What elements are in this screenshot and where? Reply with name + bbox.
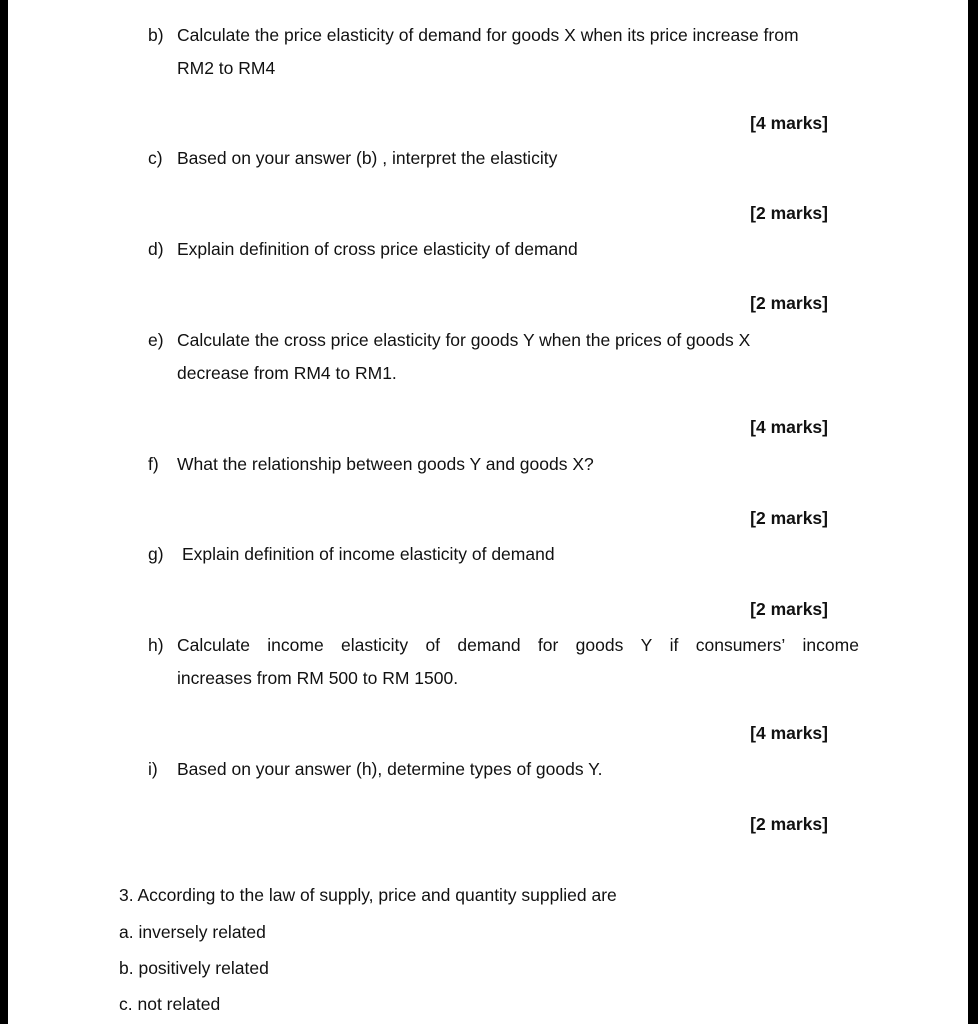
question-d-text: Explain definition of cross price elasticity of demand [177,239,578,259]
question-h-word: Y [640,635,653,655]
question-b-letter: b) [148,25,164,45]
question-g-marks: [2 marks] [750,599,828,619]
question-d-letter: d) [148,239,164,259]
question-c-letter: c) [148,148,163,168]
question-e-marks: [4 marks] [750,417,828,437]
question-h-word: of [425,635,441,655]
question-b-text: Calculate the price elasticity of demand for goods X when its price increase from [177,25,799,45]
question-e-text: Calculate the cross price elasticity for goods Y when the prices of goods X [177,330,751,350]
question-f-letter: f) [148,454,159,474]
question-f-text: What the relationship between goods Y and goods X? [177,454,594,474]
question-c-text: Based on your answer (b) , interpret the elasticity [177,148,558,168]
question-i-marks: [2 marks] [750,814,828,834]
question-h-word: goods [575,635,624,655]
question-h-marks: [4 marks] [750,723,828,743]
question-f-marks: [2 marks] [750,508,828,528]
question-b-text-cont: RM2 to RM4 [177,58,276,78]
mcq-option-b: b. positively related [119,958,269,978]
question-h-letter: h) [148,635,164,655]
question-c-marks: [2 marks] [750,203,828,223]
document-page [8,0,968,1024]
question-h-word: income [267,635,324,655]
question-e-text-cont: decrease from RM4 to RM1. [177,363,397,383]
question-h-word: elasticity [341,635,409,655]
question-i-text: Based on your answer (h), determine types of goods Y. [177,759,603,779]
question-h-word: Calculate [177,635,250,655]
question-h-text-cont: increases from RM 500 to RM 1500. [177,668,459,688]
question-h-word: if [669,635,679,655]
question-h-word: income [802,635,859,655]
question-h-word: consumers’ [695,635,786,655]
question-i-letter: i) [148,759,158,779]
question-h-word: for [537,635,559,655]
mcq-option-a: a. inversely related [119,922,266,942]
question-g-letter: g) [148,544,164,564]
question-g-text: Explain definition of income elasticity of demand [182,544,555,564]
question-h-word: demand [457,635,521,655]
question-h-text [177,634,859,656]
question-e-letter: e) [148,330,164,350]
question-d-marks: [2 marks] [750,293,828,313]
mcq-stem: 3. According to the law of supply, price and quantity supplied are [119,885,617,905]
question-b-marks: [4 marks] [750,113,828,133]
mcq-option-c: c. not related [119,994,221,1014]
